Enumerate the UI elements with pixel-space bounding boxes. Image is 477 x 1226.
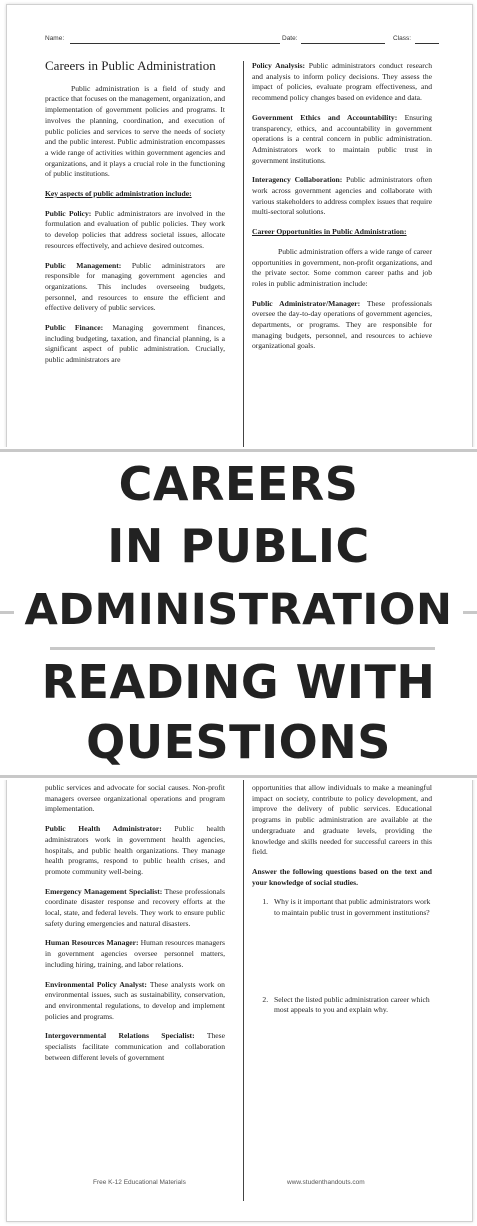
intergovernmental-term: Intergovernmental Relations Specialist:	[45, 1031, 195, 1041]
left-column-top	[45, 58, 225, 375]
name-line	[70, 43, 280, 44]
question-item: 2. Select the listed public administration career which most appeals to you and explain why.	[270, 995, 432, 1016]
public-health-text: Public health administrators work in government health agencies, hospitals, and public health organizations. They manage health programs, respond to public health crises, and promote community well-being.	[45, 824, 226, 876]
ethics-text: Ensuring transparency, ethics, and accountability in government operations is a central concern in public administration. Administrators work to maintain public trust in government institutions.	[252, 112, 432, 165]
title-banner	[0, 447, 477, 780]
emergency-paragraph	[45, 887, 225, 930]
public-finance-term: Public Finance:	[45, 323, 104, 333]
banner-line-2: IN PUBLIC	[107, 519, 370, 573]
banner-middle-rule	[50, 647, 435, 650]
date-label: Date:	[282, 35, 298, 42]
emergency-term: Emergency Management Specialist:	[45, 886, 163, 896]
policy-analysis-term: Policy Analysis:	[252, 61, 306, 70]
banner-line-4: READING WITH	[41, 655, 436, 709]
right-column-bottom	[252, 783, 432, 1026]
collaboration-text: Public administrators often work across government agencies and collaborate with various stakeholders to address complex issues that require multi-sectoral solutions.	[252, 175, 433, 217]
student-info-header	[45, 35, 441, 47]
question-item: 1. Why is it important that public administrators work to maintain public trust in government institutions?	[270, 897, 432, 918]
public-health-term: Public Health Administrator:	[45, 824, 162, 834]
aspects-heading: Key aspects of public administration include:	[45, 189, 192, 199]
banner-line-3: ADMINISTRATION	[24, 585, 453, 635]
questions-prompt: Answer the following questions based on the text and your knowledge of social studies.	[252, 866, 432, 887]
collaboration-term: Interagency Collaboration:	[252, 175, 343, 185]
conclusion-paragraph-tail: opportunities that allow individuals to make a meaningful impact on society, contribute to policy development, and improve the delivery of public services. Educational programs in public administration are available at the undergraduate and graduate levels, providing the knowledge and skills needed for successful careers in this field.	[252, 783, 432, 857]
policy-analysis-text: Public administrators conduct research and analysis to inform policy decisions. They assess the impact of policies, evaluate program effectiveness, and recommend policy changes based on evidence and data.	[252, 61, 433, 103]
administrator-term: Public Administrator/Manager:	[252, 298, 361, 308]
intergovernmental-paragraph	[45, 1031, 225, 1063]
public-management-paragraph	[45, 261, 225, 315]
banner-line-5: QUESTIONS	[86, 715, 391, 769]
class-label: Class:	[393, 35, 412, 42]
hr-term: Human Resources Manager:	[45, 938, 139, 948]
intergovernmental-text: These specialists facilitate communication and collaboration between different levels of government	[45, 1031, 225, 1062]
environmental-term: Environmental Policy Analyst:	[45, 979, 147, 989]
hr-text: Human resources managers in government agencies oversee personnel matters, including hiring, training, and labor relations.	[45, 938, 225, 969]
public-management-text: Public administrators are responsible for managing government agencies and organizations. This includes overseeing budgets, personnel, and resources to ensure the efficient and effective delivery of public services.	[45, 260, 225, 313]
environmental-text: These analysts work on environmental issues, such as sustainability, conservation, and environmental regulations, to develop and implement policies and programs.	[45, 979, 225, 1021]
careers-intro-paragraph: Public administration offers a wide range of career opportunities in government, non-profit organizations, and the private sector. Some common career paths and job roles in public administration include:	[252, 246, 432, 288]
intro-paragraph: Public administration is a field of study and practice that focuses on the management, organization, and implementation of government policies and programs. It involves the planning, coordination, and execution of public policies and services to serve the needs of society and the public interest. Public administration encompasses a wide range of activities within government agencies and organizations, and it plays a crucial role in the functioning of public institutions.	[45, 83, 225, 179]
collaboration-paragraph	[252, 175, 432, 218]
public-policy-paragraph	[45, 209, 225, 252]
public-policy-term: Public Policy:	[45, 208, 92, 218]
name-label: Name:	[45, 35, 65, 42]
footer-right: www.studenthandouts.com	[287, 1179, 365, 1186]
footer-left: Free K-12 Educational Materials	[93, 1179, 186, 1186]
nonprofit-paragraph-tail: public services and advocate for social causes. Non-profit managers oversee organizational operations and program implementation.	[45, 783, 225, 814]
public-policy-text: Public administrators are involved in the formulation and evaluation of public policies. They work to develop policies that address societal issues, allocate resources effectively, and achieve desired outcomes.	[45, 208, 225, 250]
date-line	[301, 43, 385, 44]
careers-heading: Career Opportunities in Public Administration:	[252, 227, 407, 237]
banner-bottom-rule	[0, 775, 477, 778]
ethics-term: Government Ethics and Accountability:	[252, 112, 398, 122]
hr-paragraph	[45, 938, 225, 970]
public-finance-text: Managing government finances, including budgeting, taxation, and financial planning, is a significant aspect of public administration. Crucially, public administrators are	[45, 323, 225, 365]
ethics-paragraph	[252, 113, 432, 167]
environmental-paragraph	[45, 980, 225, 1023]
policy-analysis-paragraph	[252, 61, 432, 104]
class-line	[415, 43, 439, 44]
page-title: Careers in Public Administration	[45, 58, 216, 73]
questions-list	[252, 897, 432, 1016]
left-column-bottom	[45, 783, 225, 1072]
administrator-paragraph	[252, 299, 432, 353]
banner-top-rule	[0, 449, 477, 452]
right-column-top	[252, 61, 432, 361]
public-finance-paragraph	[45, 323, 225, 366]
banner-line-1: CAREERS	[118, 457, 359, 511]
emergency-text: These professionals coordinate disaster response and recovery efforts at the local, state, and federal levels. They work to ensure public safety during emergencies and natural disasters.	[45, 886, 225, 928]
administrator-text: These professionals oversee the day-to-day operations of government agencies, departments, or programs. They are responsible for managing budgets, personnel, and resources to achieve organizational goals.	[252, 298, 432, 351]
public-management-term: Public Management:	[45, 260, 122, 270]
public-health-paragraph	[45, 824, 225, 878]
